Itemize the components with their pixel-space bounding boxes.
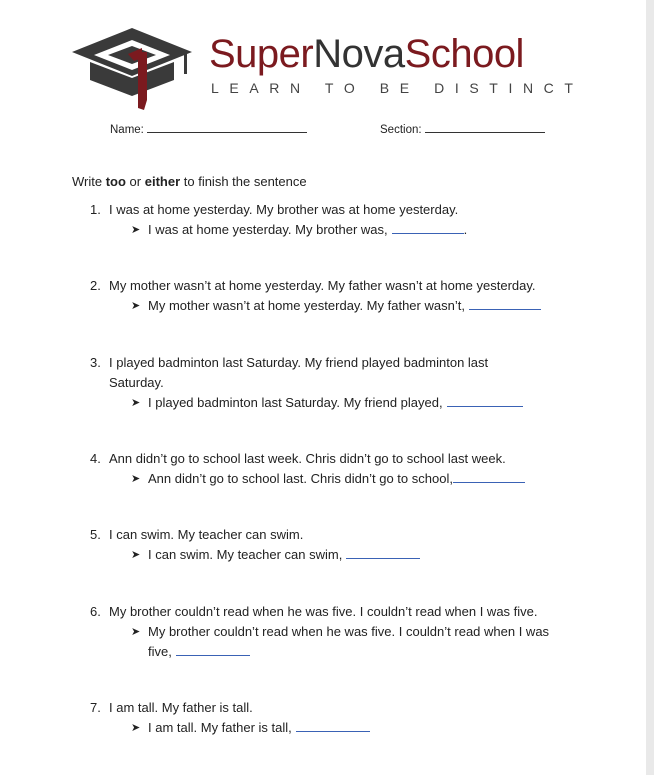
question-number: 4. <box>90 451 101 466</box>
brand-nova: Nova <box>313 32 405 76</box>
answer-blank[interactable] <box>296 719 370 732</box>
answer-sentence: My brother couldn’t read when he was five. I couldn’t read when I was five, <box>148 624 550 659</box>
brand-super: Super <box>209 32 314 76</box>
arrowhead-bullet-icon: ➤ <box>131 224 141 236</box>
answer-sentence: I am tall. My father is tall, <box>148 720 292 735</box>
arrowhead-bullet-icon: ➤ <box>131 300 141 312</box>
graduation-cap-dollar-icon <box>68 22 208 112</box>
answer-text <box>148 220 467 240</box>
school-logo <box>68 22 584 112</box>
arrowhead-bullet-icon: ➤ <box>131 626 141 638</box>
question-text: I was at home yesterday. My brother was at home yesterday. <box>109 202 459 217</box>
section-field <box>380 122 545 136</box>
answer-sentence: My mother wasn’t at home yesterday. My father wasn’t, <box>148 298 465 313</box>
answer-text <box>148 296 541 316</box>
arrowhead-bullet-icon: ➤ <box>131 397 141 409</box>
answer-text <box>148 545 420 565</box>
question-text: Ann didn’t go to school last week. Chris didn’t go to school last week. <box>109 451 506 466</box>
name-input-line[interactable] <box>147 122 307 133</box>
name-field <box>110 122 307 136</box>
arrowhead-bullet-icon: ➤ <box>131 722 141 734</box>
answer-text <box>148 718 370 738</box>
answer-text <box>148 622 558 662</box>
instruction-word-either: either <box>144 174 181 189</box>
question-text: My brother couldn’t read when he was five. I couldn’t read when I was five. <box>109 604 538 619</box>
answer-sentence: Ann didn’t go to school last. Chris didn’t go to school, <box>148 471 453 486</box>
instruction-word-too: too <box>105 174 126 189</box>
answer-blank[interactable] <box>392 221 464 234</box>
answer-blank[interactable] <box>469 297 541 310</box>
arrowhead-bullet-icon: ➤ <box>131 549 141 561</box>
question-number: 1. <box>90 202 101 217</box>
answer-blank[interactable] <box>453 470 525 483</box>
question-number: 6. <box>90 604 101 619</box>
instruction-text <box>72 174 307 189</box>
answer-blank[interactable] <box>346 546 420 559</box>
brand-name <box>209 30 524 78</box>
instruction-suffix: to finish the sentence <box>180 174 307 189</box>
arrowhead-bullet-icon: ➤ <box>131 473 141 485</box>
question-number: 3. <box>90 355 101 370</box>
question-text: I can swim. My teacher can swim. <box>109 527 304 542</box>
instruction-prefix: Write <box>72 174 106 189</box>
question-number: 7. <box>90 700 101 715</box>
answer-sentence: I played badminton last Saturday. My friend played, <box>148 395 443 410</box>
section-label: Section: <box>380 124 422 136</box>
answer-sentence: I can swim. My teacher can swim, <box>148 547 343 562</box>
question-text: I played badminton last Saturday. My friend played badminton last Saturday. <box>109 355 489 390</box>
answer-period: . <box>463 222 468 237</box>
answer-blank[interactable] <box>176 643 250 656</box>
name-label: Name: <box>110 124 144 136</box>
answer-sentence: I was at home yesterday. My brother was, <box>148 222 388 237</box>
answer-blank[interactable] <box>447 394 523 407</box>
brand-school: School <box>404 32 524 76</box>
question-number: 2. <box>90 278 101 293</box>
question-number: 5. <box>90 527 101 542</box>
question-text: My mother wasn’t at home yesterday. My father wasn’t at home yesterday. <box>109 278 536 293</box>
answer-text <box>148 469 525 489</box>
section-input-line[interactable] <box>425 122 545 133</box>
question-text: I am tall. My father is tall. <box>109 700 253 715</box>
instruction-middle: or <box>125 174 145 189</box>
answer-text <box>148 393 523 413</box>
brand-tagline: LEARN TO BE DISTINCT <box>211 80 584 96</box>
